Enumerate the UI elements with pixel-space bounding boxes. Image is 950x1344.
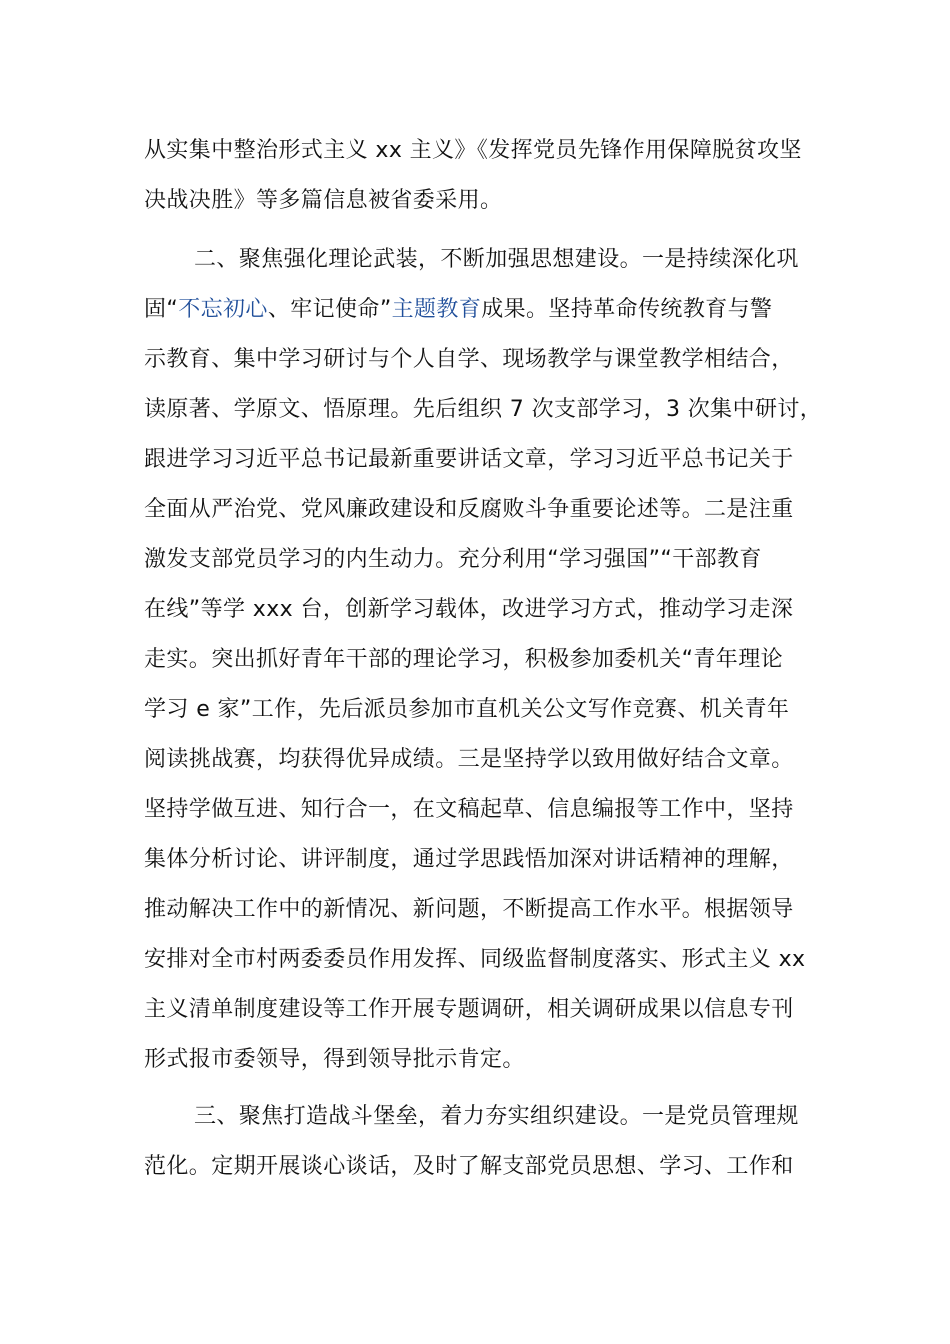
text-line: 全面从严治党、党风廉政建设和反腐败斗争重要论述等。二是注重 (144, 497, 794, 522)
text-line: 示教育、集中学习研讨与个人自学、现场教学与课堂教学相结合， (144, 347, 794, 372)
text-line: 推动解决工作中的新情况、新问题，不断提高工作水平。根据领导 (144, 897, 794, 922)
text-line: 集体分析讨论、讲评制度，通过学思践悟加深对讲话精神的理解， (144, 847, 794, 872)
paragraph-organization (144, 1092, 816, 1192)
text-line: 激发支部党员学习的内生动力。充分利用“学习强国”“干部教育 (144, 547, 762, 572)
paragraph-continuation (144, 126, 816, 226)
text-line: 阅读挑战赛，均获得优异成绩。三是坚持学以致用做好结合文章。 (144, 747, 794, 772)
paragraph-heading-line: 三、聚焦打造战斗堡垒，着力夯实组织建设。一是党员管理规 (194, 1104, 799, 1129)
text-line: 范化。定期开展谈心谈话，及时了解支部党员思想、学习、工作和 (144, 1154, 794, 1179)
paragraph-theory-study (144, 235, 823, 1085)
text-line: 形式报市委领导，得到领导批示肯定。 (144, 1047, 525, 1072)
text-fragment: 成果。坚持革命传统教育与警 (481, 297, 773, 322)
text-line: 从实集中整治形式主义 xx 主义》《发挥党员先锋作用保障脱贫攻坚 (144, 138, 802, 163)
paragraph-heading-line: 二、聚焦强化理论武装，不断加强思想建设。一是持续深化巩 (194, 247, 799, 272)
text-fragment: 、牢记使命” (267, 297, 392, 322)
text-line: 安排对全市村两委委员作用发挥、同级监督制度落实、形式主义 xx (144, 947, 806, 972)
text-line: 在线”等学 xxx 台，创新学习载体，改进学习方式，推动学习走深 (144, 597, 794, 622)
text-line-with-links (144, 285, 816, 335)
text-line: 读原著、学原文、悟原理。先后组织 7 次支部学习，3 次集中研讨， (144, 397, 823, 422)
text-line: 决战决胜》等多篇信息被省委采用。 (144, 188, 503, 213)
highlight-link-buwang-chuxin[interactable]: 不忘初心 (178, 297, 268, 322)
text-line: 坚持学做互进、知行合一，在文稿起草、信息编报等工作中，坚持 (144, 797, 794, 822)
highlight-link-zhuti-jiaoyu[interactable]: 主题教育 (391, 297, 482, 322)
text-line: 走实。突出抓好青年干部的理论学习，积极参加委机关“青年理论 (144, 647, 783, 672)
text-fragment: 固“ (144, 297, 179, 322)
text-line: 跟进学习习近平总书记最新重要讲话文章，学习习近平总书记关于 (144, 447, 794, 472)
text-line: 主义清单制度建设等工作开展专题调研，相关调研成果以信息专刊 (144, 997, 794, 1022)
text-line: 学习 e 家”工作，先后派员参加市直机关公文写作竞赛、机关青年 (144, 697, 790, 722)
